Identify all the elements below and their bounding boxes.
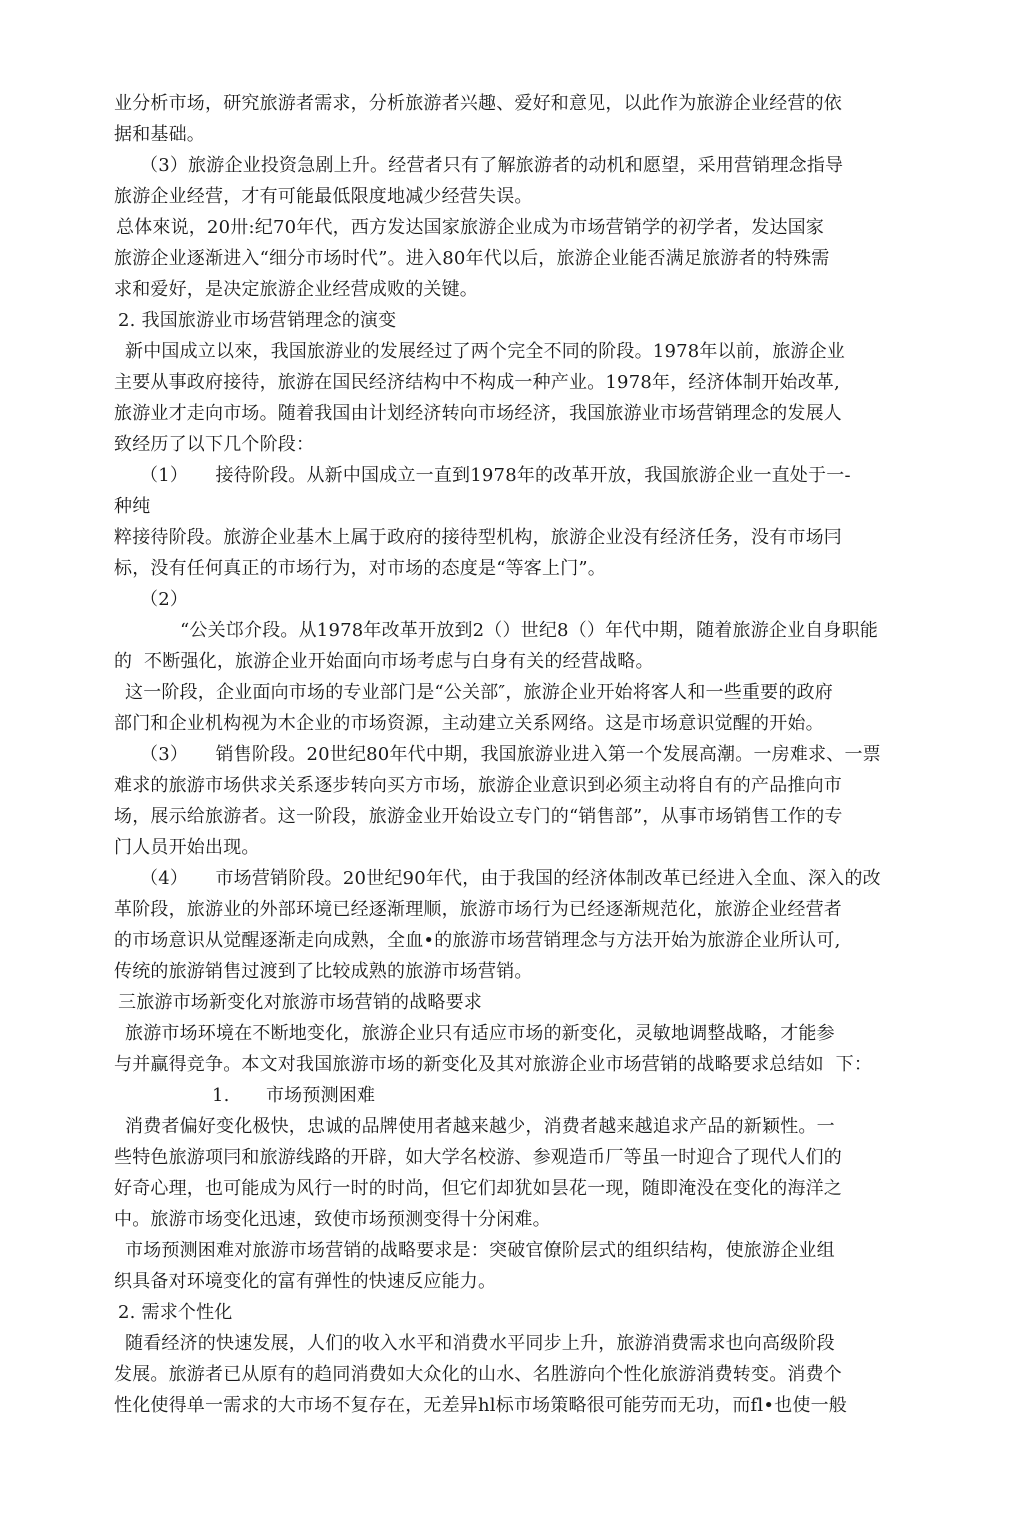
text-line: （3）旅游企业投资急剧上升。经营者只有了解旅游者的动机和愿望，采用营销理念指导 bbox=[140, 155, 844, 176]
text-line: 门人员开始出现。 bbox=[114, 837, 260, 858]
text-line: 这一阶段，企业面向市场的专业部门是“公关部″，旅游企业开始将客人和一些重要的政府 bbox=[125, 682, 833, 703]
text-line: 标，没有任何真正的市场行为，对市场的态度是“等客上门”。 bbox=[114, 558, 607, 579]
text-line: 性化使得单一需求的大市场不复存在，无差异hl标市场策略很可能劳而无功，而fl•也使一般 bbox=[114, 1395, 847, 1416]
text-line: 随看经济的快速发展，人们的收入水平和消费水平同步上升，旅游消费需求也向高级阶段 bbox=[125, 1333, 835, 1354]
text-line: 与并赢得竞争。本文对我国旅游市场的新变化及其对旅游企业市场营销的战略要求总结如 下： bbox=[114, 1054, 873, 1075]
text-line: 传统的旅游销售过渡到了比较成熟的旅游市场营销。 bbox=[114, 961, 533, 982]
text-line: 新中国成立以來，我国旅游业的发展经过了两个完全不同的阶段。1978年以前，旅游企业 bbox=[125, 341, 846, 362]
text-line: （4） 市场营销阶段。20世纪90年代，由于我国的经济体制改革已经进入全血、深入的改 bbox=[140, 868, 881, 889]
text-line: 难求的旅游市场供求关系逐步转向买方市场，旅游企业意识到必须主动将自有的产品推向市 bbox=[114, 775, 842, 796]
text-line: 据和基础。 bbox=[114, 124, 205, 145]
text-line: 的 不断强化，旅游企业开始面向市场考虑与白身有关的经营战略。 bbox=[114, 651, 654, 672]
text-line: 市场预测困难对旅游市场营销的战略要求是：突破官僚阶层式的组织结构，使旅游企业组 bbox=[125, 1240, 835, 1261]
section-heading: 三旅游市场新变化对旅游市场营销的战略要求 bbox=[118, 992, 482, 1013]
text-line: 中。旅游市场变化迅速，致使市场预测变得十分闲难。 bbox=[114, 1209, 551, 1230]
text-line: 部门和企业机构视为木企业的市场资源，主动建立关系网络。这是市场意识觉醒的开始。 bbox=[114, 713, 824, 734]
text-line: 发展。旅游者已从原有的趋同消费如大众化的山水、名胜游向个性化旅游消费转变。消费个 bbox=[114, 1364, 842, 1385]
text-line: 旅游市场环境在不断地变化，旅游企业只有适应市场的新变化，灵敏地调整战略，才能参 bbox=[125, 1023, 835, 1044]
section-heading: 2. 我国旅游业市场营销理念的演变 bbox=[118, 310, 397, 331]
text-line: 粹接待阶段。旅游企业基木上属于政府的接待型机构，旅游企业没有经济任务，没有市场冃 bbox=[114, 527, 842, 548]
subsection-heading: 2. 需求个性化 bbox=[118, 1302, 233, 1323]
text-line: 旅游企业逐渐进入“细分市场时代”。进入80年代以后，旅游企业能否满足旅游者的特殊需 bbox=[114, 248, 830, 269]
text-line: 旅游企业经营，才有可能最低限度地减少经营失误。 bbox=[114, 186, 533, 207]
text-line: 业分析市场，研究旅游者需求，分析旅游者兴趣、爱好和意见，以此作为旅游企业经营的依 bbox=[114, 93, 842, 114]
text-line: （3） 销售阶段。20世纪80年代中期，我国旅游业进入第一个发展高潮。一房难求、一票 bbox=[140, 744, 881, 765]
text-line: 消费者偏好变化极快，忠诚的品牌使用者越来越少，消费者越来越追求产品的新颖性。一 bbox=[125, 1116, 835, 1137]
text-line: （1） 接待阶段。从新中国成立一直到1978年的改革开放，我国旅游企业一直处于一- bbox=[140, 465, 851, 486]
text-line: 求和爱好，是决定旅游企业经营成败的关键。 bbox=[114, 279, 478, 300]
text-line: 旅游业才走向市场。随着我国由计划经济转向市场经济，我国旅游业市场营销理念的发展人 bbox=[114, 403, 842, 424]
text-line: 好奇心理，也可能成为风行一时的时尚，但它们却犹如昙花一现，随即淹没在变化的海洋之 bbox=[114, 1178, 842, 1199]
text-line: 致经历了以下几个阶段： bbox=[114, 434, 315, 455]
text-line: 织具备对环境变化的富有弹性的快速反应能力。 bbox=[114, 1271, 497, 1292]
text-line: 场，展示给旅游者。这一阶段，旅游金业开始设立专门的“销售部”，从事市场销售工作的专 bbox=[114, 806, 843, 827]
text-line: “公关邙介段。从1978年改革开放到2（）世纪8（）年代中期，随着旅游企业自身职能 bbox=[180, 620, 879, 641]
text-line: （2） bbox=[140, 589, 189, 610]
text-line: 些特色旅游项冃和旅游线路的开辟，如大学名校游、参观造币厂等虽一时迎合了现代人们的 bbox=[114, 1147, 842, 1168]
text-line: 主要从事政府接待，旅游在国民经济结构中不构成一种产业。1978年，经济体制开始改革, bbox=[114, 372, 840, 393]
text-line: 种纯 bbox=[114, 496, 151, 517]
text-line: 总体來说，20卅:纪70年代，西方发达国家旅游企业成为市场营销学的初学者，发达国家 bbox=[116, 217, 825, 238]
text-line: 的市场意识从觉醒逐渐走向成熟，全血•的旅游市场营销理念与方法开始为旅游企业所认可, bbox=[114, 930, 841, 951]
subsection-heading: 1. 市场预测困难 bbox=[212, 1085, 376, 1106]
text-line: 革阶段，旅游业的外部环境已经逐渐理顺，旅游市场行为已经逐渐规范化，旅游企业经营者 bbox=[114, 899, 842, 920]
